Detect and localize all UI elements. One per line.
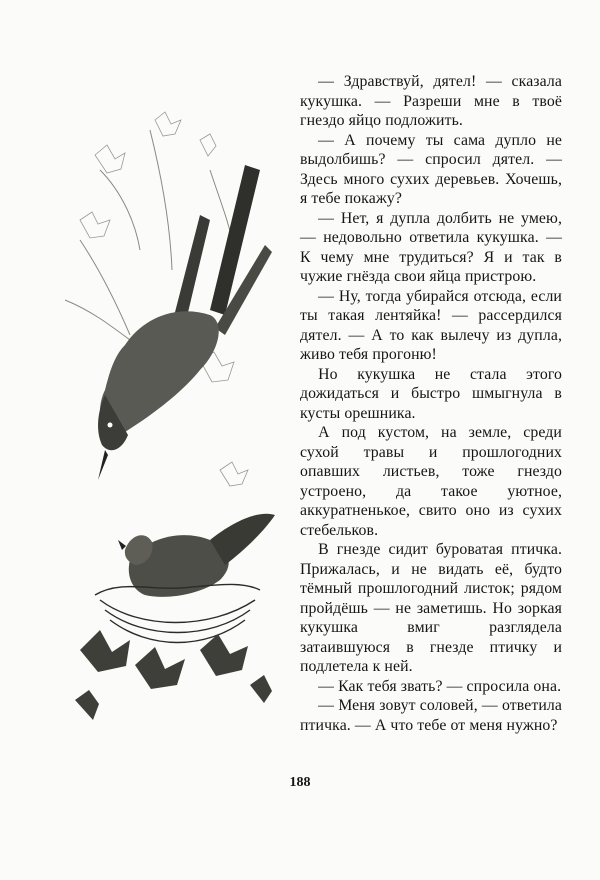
- branch-sketch: [65, 130, 235, 340]
- paragraph: — Меня зовут соловей, — ответила птичка. — А что тебе от меня нужно?: [300, 697, 562, 734]
- paragraph: — Как тебя звать? — спросила она.: [318, 677, 562, 695]
- illustration-cuckoo-and-nightingale: [60, 110, 290, 740]
- paragraph: А под кустом, на земле, среди сухой травы и прошлогодних опавших листьев, тоже гнездо устроено, да такое уютное, аккуратненькое, свито оно из сухих стебельков.: [300, 424, 562, 539]
- story-text-column: [300, 72, 562, 735]
- paragraph: — Ну, тогда убирайся отсюда, если ты такая лентяйка! — рассердился дятел. — А то как вылечу из дупла, живо тебя прогоню!: [300, 287, 562, 363]
- paragraph: Но кукушка не стала этого дожидаться и быстро шмыгнула в кусты орешника.: [300, 365, 562, 422]
- nightingale-bird: [118, 514, 275, 597]
- page-number: 188: [289, 775, 311, 790]
- ground-foliage: [75, 630, 272, 720]
- paragraph: В гнезде сидит буроватая птичка. Прижалась, и не видать её, будто тёмный прошлогодний листок; рядом пройдёшь — не заметишь. Но зоркая кукушка вмиг разглядела затаившуюся в гнезде птичку и подлетела к ней.: [300, 541, 562, 675]
- paragraph: — Здравствуй, дятел! — сказала кукушка. — Разреши мне в твоё гнездо яйцо подложить.: [300, 73, 562, 129]
- paragraph: — А почему ты сама дупло не выдолбишь? — спросил дятел. — Здесь много сухих деревьев. Хочешь, я тебе покажу?: [300, 131, 562, 207]
- paragraph: — Нет, я дупла долбить не умею, — недовольно ответила кукушка. — К чему мне трудиться? Я и так в чужие гнёзда свои яйца пристрою.: [300, 209, 562, 285]
